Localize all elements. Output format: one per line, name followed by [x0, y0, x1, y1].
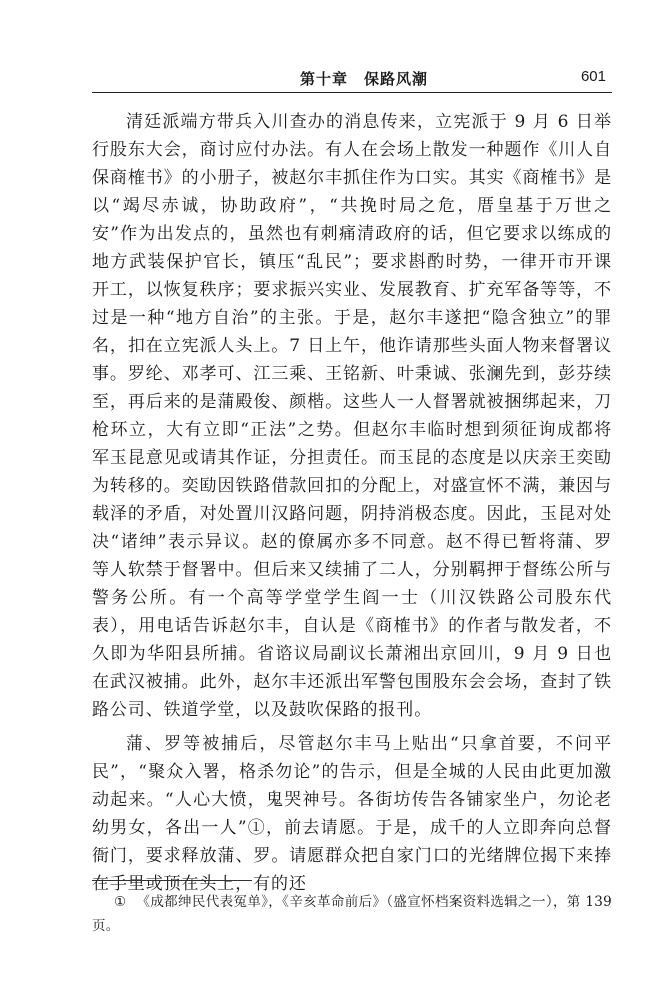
running-header	[92, 64, 612, 93]
paragraph: 清廷派端方带兵入川查办的消息传来，立宪派于 9 月 6 日举行股东大会，商讨应付办法。有人在会场上散发一种题作《川人自保商榷书》的小册子，被赵尔丰抓住作为口实。其实《商榷书》是以“竭尽赤诚，协助政府”，“共挽时局之危，厝皇基于万世之安”作为出发点的，虽然也有刺痛清政府的话，但它要求以练成的地方武装保护官长，镇压“乱民”；要求斟酌时势，一律开市开课开工，以恢复秩序；要求振兴实业、发展教育、扩充军备等等，不过是一种“地方自治”的主张。于是，赵尔丰遂把“隐含独立”的罪名，扣在立宪派人头上。7 日上午，他诈请那些头面人物来督署议事。罗纶、邓孝可、江三乘、王铭新、叶秉诚、张澜先到，彭芬续至，再后来的是蒲殿俊、颜楷。这些人一人督署就被捆绑起来，刀枪环立，大有立即“正法”之势。但赵尔丰临时想到须征询成都将军玉昆意见或请其作证，分担责任。而玉昆的态度是以庆亲王奕劻为转移的。奕劻因铁路借款回扣的分配上，对盛宣怀不满，兼因与载泽的矛盾，对处置川汉路问题，阴持消极态度。因此，玉昆对处决“诸绅”表示异议。赵的僚属亦多不同意。赵不得已暂将蒲、罗等人软禁于督署中。但后来又续捕了二人，分别羁押于督练公所与警务公所。有一个高等学堂学生阎一士（川汉铁路公司股东代表），用电话告诉赵尔丰，自认是《商榷书》的作者与散发者，不久即为华阳县所捕。省谘议局副议长萧湘出京回川，9 月 9 日也在武汉被捕。此外，赵尔丰还派出军警包围股东会会场，查封了铁路公司、铁道学堂，以及鼓吹保路的报刊。	[92, 112, 612, 720]
footnote-text: 《成都绅民代表冤单》，《辛亥革命前后》（盛宣怀档案资料选辑之一），第 139 页。	[92, 894, 612, 934]
footnote-mark: ①	[114, 894, 127, 910]
body-text	[92, 108, 612, 898]
footnote	[92, 890, 612, 938]
page-number: 601	[580, 68, 606, 85]
paragraph: 蒲、罗等被捕后，尽管赵尔丰马上贴出“只拿首要，不问平民”，“聚众入署，格杀勿论”的告示，但是全城的人民由此更加激动起来。“人心大愤，鬼哭神号。各街坊传告各铺家坐户，勿论老幼男女，各出一人”①，前去请愿。于是，成千的人立即奔向总督衙门，要求释放蒲、罗。请愿群众把自家门口的光绪牌位揭下来捧在手里或顶在头上，有的还	[92, 734, 612, 894]
chapter-title: 第十章 保路风潮	[300, 70, 429, 88]
footnote-divider	[92, 880, 252, 881]
